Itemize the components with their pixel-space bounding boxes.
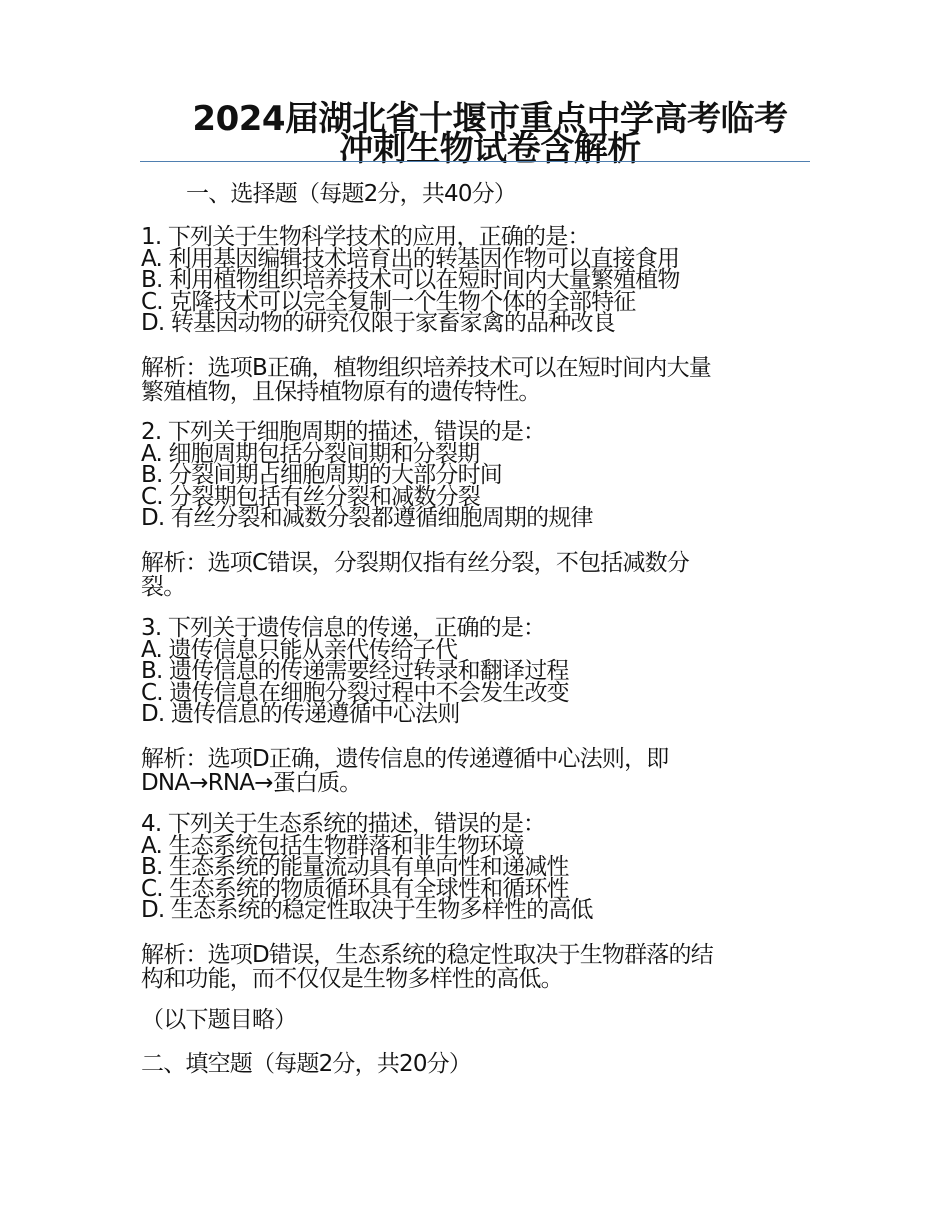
question-stem: 4. 下列关于生态系统的描述，错误的是： xyxy=(141,811,546,837)
section-heading-fill-in: 二、填空题（每题2分，共20分） xyxy=(141,1051,472,1077)
document-title xyxy=(150,99,830,169)
option-b: B. 分裂间期占细胞周期的大部分时间 xyxy=(141,462,503,488)
option-b: B. 利用植物组织培养技术可以在短时间内大量繁殖植物 xyxy=(141,267,680,293)
option-a: A. 生态系统包括生物群落和非生物环境 xyxy=(141,832,524,859)
option-b: B. 生态系统的能量流动具有单向性和递减性 xyxy=(141,854,569,880)
option-c: C. 分裂期包括有丝分裂和减数分裂 xyxy=(141,483,481,510)
analysis-1 xyxy=(141,356,801,404)
question-stem: 1. 下列关于生物科学技术的应用，正确的是： xyxy=(141,224,590,250)
analysis-line: 解析：选项D正确，遗传信息的传递遵循中心法则，即 xyxy=(141,746,669,772)
section-heading-choice: 一、选择题（每题2分，共40分） xyxy=(186,181,517,207)
option-d: D. 生态系统的稳定性取决于生物多样性的高低 xyxy=(141,897,593,923)
analysis-line: 解析：选项B正确，植物组织培养技术可以在短时间内大量 xyxy=(141,355,711,381)
option-c: C. 生态系统的物质循环具有全球性和循环性 xyxy=(141,875,569,902)
title-line-1: 2024届湖北省十堰市重点中学高考临考 xyxy=(192,99,788,139)
analysis-line: 构和功能，而不仅仅是生物多样性的高低。 xyxy=(141,966,563,992)
analysis-2 xyxy=(141,551,801,599)
option-d: D. 遗传信息的传递遵循中心法则 xyxy=(141,701,460,727)
option-a: A. 利用基因编辑技术培育出的转基因作物可以直接食用 xyxy=(141,245,680,272)
analysis-line: 解析：选项C错误，分裂期仅指有丝分裂，不包括减数分 xyxy=(141,550,690,576)
question-2 xyxy=(141,419,801,531)
analysis-line: DNA→RNA→蛋白质。 xyxy=(141,770,362,796)
question-4 xyxy=(141,811,801,923)
question-3 xyxy=(141,615,801,727)
option-d: D. 有丝分裂和减数分裂都遵循细胞周期的规律 xyxy=(141,505,593,531)
option-c: C. 遗传信息在细胞分裂过程中不会发生改变 xyxy=(141,679,569,706)
question-stem: 3. 下列关于遗传信息的传递，正确的是： xyxy=(141,615,546,641)
analysis-line: 解析：选项D错误，生态系统的稳定性取决于生物群落的结 xyxy=(141,942,713,968)
option-a: A. 细胞周期包括分裂间期和分裂期 xyxy=(141,440,480,467)
title-line-2: 冲刺生物试卷含解析 xyxy=(339,129,641,169)
analysis-line: 裂。 xyxy=(141,574,186,600)
title-divider xyxy=(140,161,810,162)
option-c: C. 克隆技术可以完全复制一个生物个体的全部特征 xyxy=(141,288,636,315)
omitted-note: （以下题目略） xyxy=(141,1007,297,1033)
analysis-3 xyxy=(141,747,801,795)
option-b: B. 遗传信息的传递需要经过转录和翻译过程 xyxy=(141,658,569,684)
option-a: A. 遗传信息只能从亲代传给子代 xyxy=(141,636,458,663)
analysis-line: 繁殖植物，且保持植物原有的遗传特性。 xyxy=(141,379,541,405)
analysis-4 xyxy=(141,943,801,991)
option-d: D. 转基因动物的研究仅限于家畜家禽的品种改良 xyxy=(141,310,615,336)
question-stem: 2. 下列关于细胞周期的描述，错误的是： xyxy=(141,419,546,445)
question-1 xyxy=(141,224,801,336)
